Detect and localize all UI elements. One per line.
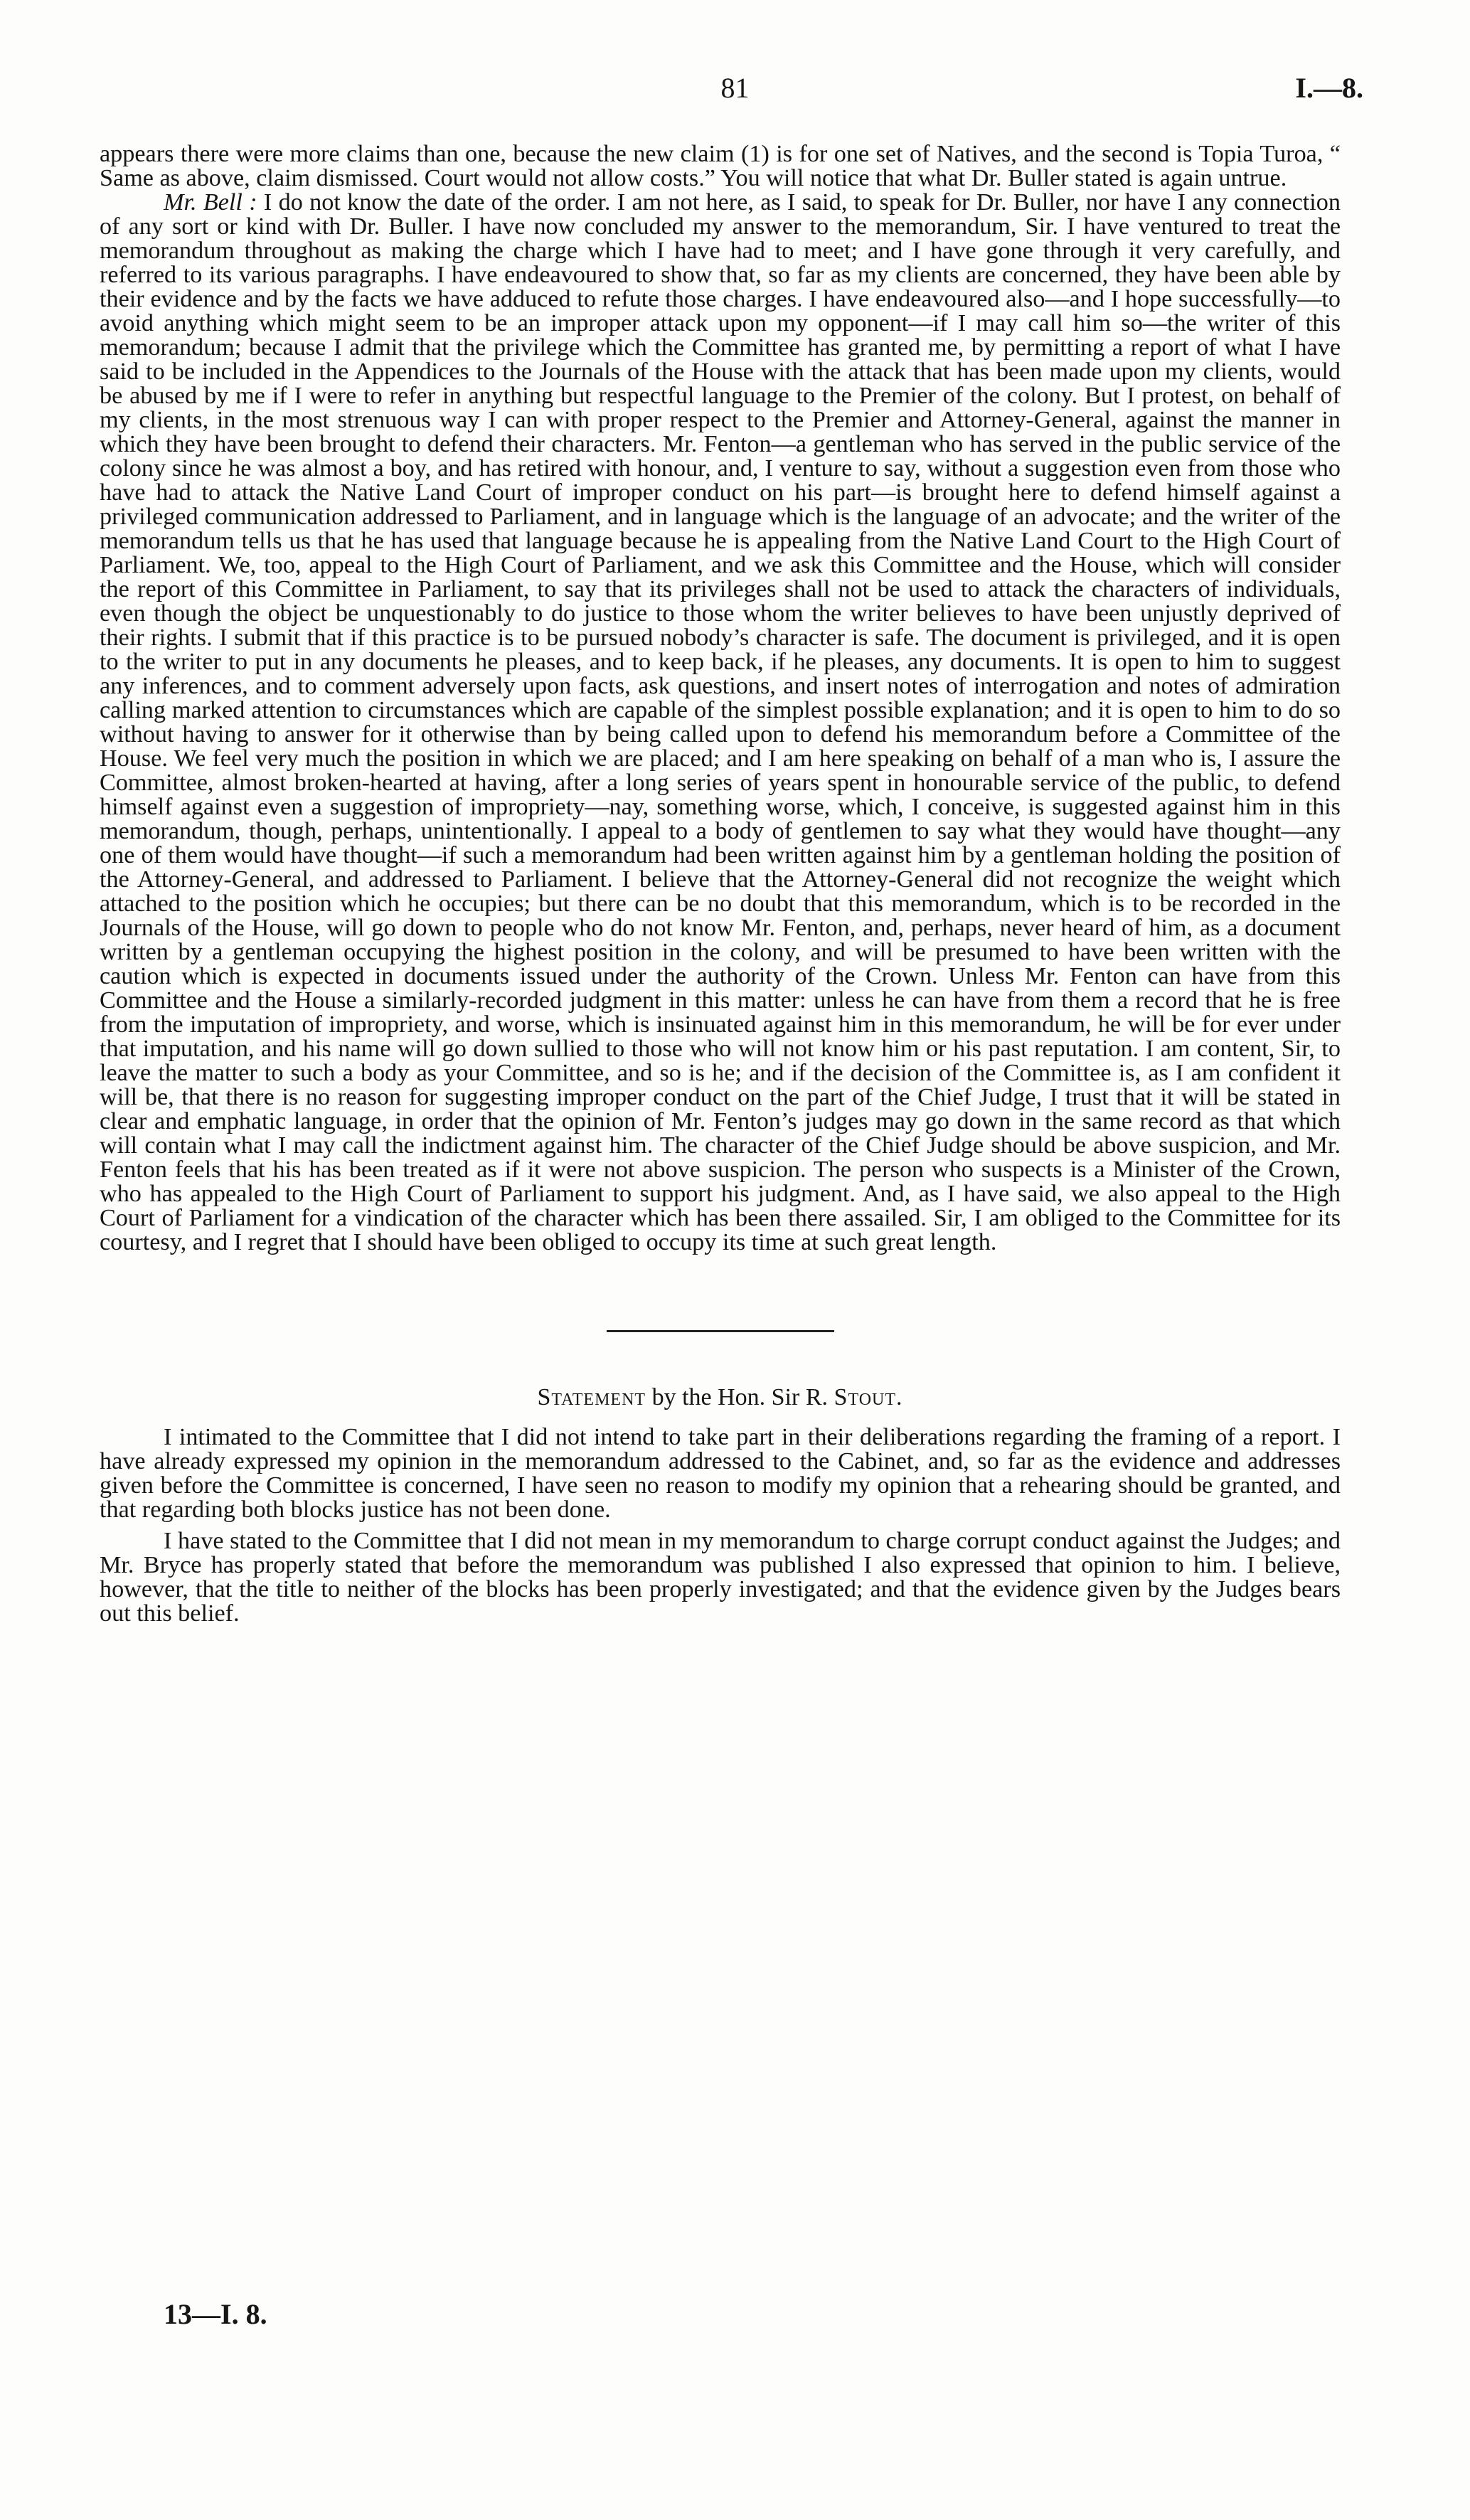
heading-statement-word: Statement [537, 1384, 646, 1410]
paragraph-continuation: appears there were more claims than one, because the new claim (1) is for one set of Natives, and the second is Topia Turoa, “ Same as above, claim dismissed. Court would not allow costs.” You will notice that what Dr. Buller stated is again untrue. [100, 141, 1341, 191]
statement-heading [100, 1386, 1341, 1410]
heading-initial: R. [805, 1384, 829, 1410]
signature-mark: 13—I. 8. [164, 2298, 267, 2330]
heading-name: Stout. [833, 1384, 903, 1410]
page-number: 81 [720, 72, 750, 104]
paragraph-text: I do not know the date of the order. I am not here, as I said, to speak for Dr. Buller, nor have I any connection of any sort or kind with Dr. Buller. I have now concluded my answer to the memorandum, Sir. I have ventured to treat the memorandum throughout as making the charge which I have had to meet; and I have gone through it very carefully, and referred to its various paragraphs. I have endeavoured to show that, so far as my clients are concerned, they have been able by their evidence and by the facts we have adduced to refute those charges. I have endeavoured also—and I hope successfully—to avoid anything which might seem to be an improper attack upon my opponent—if I may call him so—the writer of this memorandum; because I admit that the privilege which the Committee has granted me, by permitting a report of what I have said to be included in the Appendices to the Journals of the House with the attack that has been made upon my clients, would be abused by me if I were to refer in anything but respectful language to the Premier of the colony. But I protest, on behalf of my clients, in the most strenuous way I can with proper respect to the Premier and Attorney-General, against the manner in which they have been brought to defend their characters. Mr. Fenton—a gentleman who has served in the public service of the colony since he was almost a boy, and has retired with honour, and, I venture to say, without a suggestion even from those who have had to attack the Native Land Court of improper conduct on his part—is brought here to defend himself against a privileged communication addressed to Parliament, and in language which is the language of an advocate; and the writer of the memorandum tells us that he has used that language because he is appealing from the Native Land Court to the High Court of Parliament. We, too, appeal to the High Court of Parliament, and we ask this Committee and the House, which will consider the report of this Committee in Parliament, to say that its privileges shall not be used to attack the characters of individuals, even though the object be unquestionably to do justice to those whom the writer believes to have been unjustly deprived of their rights. I submit that if this practice is to be pursued nobody’s character is safe. The document is privileged, and it is open to the writer to put in any documents he pleases, and to keep back, if he pleases, any documents. It is open to him to suggest any inferences, and to comment adversely upon facts, ask questions, and insert notes of interrogation and notes of admiration calling marked attention to circumstances which are capable of the simplest possible explanation; and it is open to him to do so without having to answer for it otherwise than by being called upon to defend his memorandum before a Committee of the House. We feel very much the position in which we are placed; and I am here speaking on behalf of a man who is, I assure the Committee, almost broken-hearted at having, after a long series of years spent in honourable service of the public, to defend himself against even a suggestion of impropriety—nay, something worse, which, I conceive, is suggested against him in this memorandum, though, perhaps, unintentionally. I appeal to a body of gentlemen to say what they would have thought—any one of them would have thought—if such a memorandum had been written against him by a gentleman holding the position of the Attorney-General, and addressed to Parliament. I believe that the Attorney-General did not recognize the weight which attached to the position which he occupies; but there can be no doubt that this memorandum, which is to be recorded in the Journals of the House, will go down to people who do not know Mr. Fenton, and, perhaps, never heard of him, as a document written by a gentleman occupying the highest position in the colony, and will be presumed to have been written with the caution which is expected in documents issued under the authority of the Crown. Unless Mr. Fenton can have from this Committee and the House a similarly-recorded judgment in this matter: unless he can have from them a record that he is free from the imputation of impropriety, and worse, which is insinuated against him in this memorandum, he will be for ever under that imputation, and his name will go down sullied to those who will not know him or his past reputation. I am content, Sir, to leave the matter to such a body as your Committee, and so is he; and if the decision of the Committee is, as I am confident it will be, that there is no reason for suggesting improper conduct on the part of the Chief Judge, I trust that it will be stated in clear and emphatic language, in order that the opinion of Mr. Fenton’s judges may go down in the same record as that which will contain what I may call the indictment against him. The character of the Chief Judge should be above suspicion, and Mr. Fenton feels that his has been treated as if it were not above suspicion. The person who suspects is a Minister of the Crown, who has appealed to the High Court of Parliament to support his judgment. And, as I have said, we also appeal to the High Court of Parliament for a vindication of the character which has been there assailed. Sir, I am obliged to the Committee for its courtesy, and I regret that I should have been obliged to occupy its time at such great length. [100, 189, 1341, 1255]
document-body [100, 142, 1341, 1633]
statement-paragraph: I have stated to the Committee that I did not mean in my memorandum to charge corrupt conduct against the Judges; and Mr. Bryce has properly stated that before the memorandum was published I also expressed that opinion to him. I believe, however, that the title to neither of the blocks has been properly investigated; and that the evidence given by the Judges bears out this belief. [100, 1528, 1341, 1627]
heading-by-text: by the Hon. Sir [651, 1384, 800, 1410]
paragraph-mr-bell [100, 191, 1341, 1255]
document-reference: I.—8. [1295, 72, 1363, 104]
statement-paragraph: I intimated to the Committee that I did not intend to take part in their deliberations regarding the framing of a report. I have already expressed my opinion in the memorandum addressed to the Cabinet, and, so far as the evidence and addresses given before the Committee is concerned, I have seen no reason to modify my opinion that a rehearing should be granted, and that regarding both blocks justice has not been done. [100, 1424, 1341, 1523]
speaker-name: Mr. Bell : [164, 189, 257, 216]
statement-section [100, 1386, 1341, 1626]
section-divider [607, 1330, 834, 1332]
